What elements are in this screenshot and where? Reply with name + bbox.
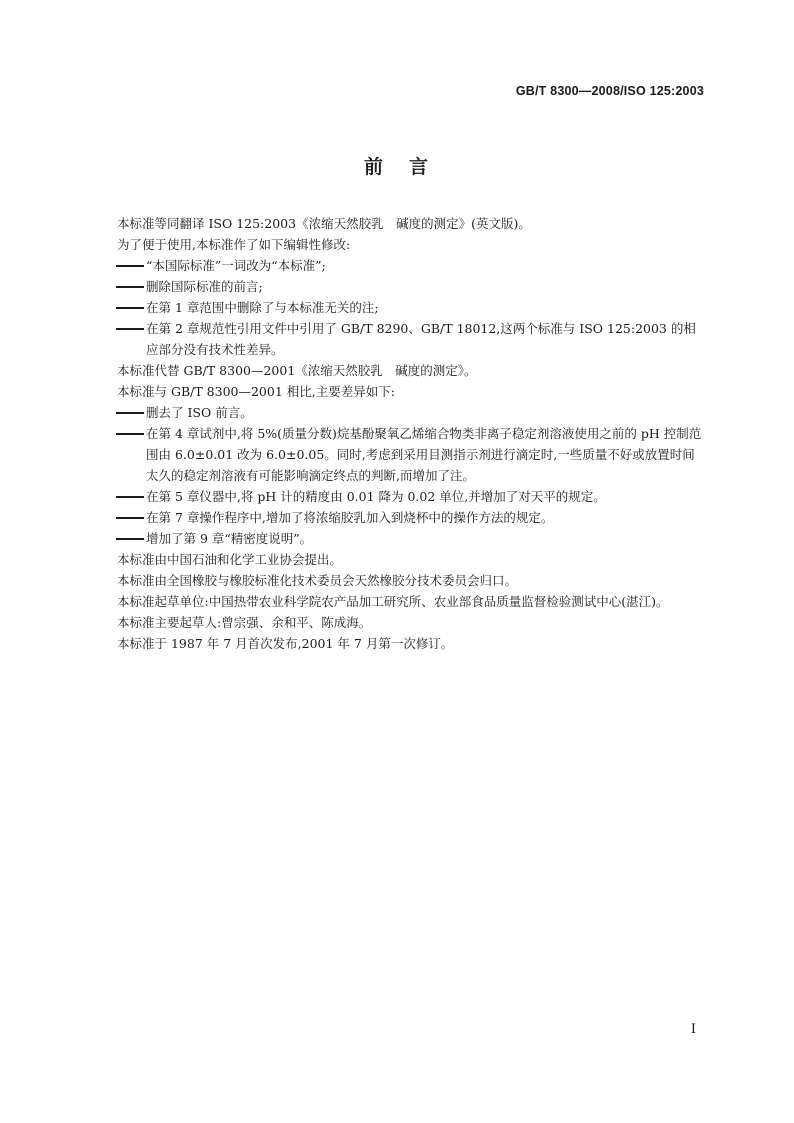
list-item: 在第 7 章操作程序中,增加了将浓缩胶乳加入到烧杯中的操作方法的规定。 [90, 507, 706, 528]
page-title: 前言 [363, 156, 454, 178]
list-item: 在第 5 章仪器中,将 pH 计的精度由 0.01 降为 0.02 单位,并增加了对天平的规定。 [90, 486, 706, 507]
page-number: I [690, 1022, 696, 1037]
list-item: 在第 1 章范围中删除了与本标准无关的注; [90, 297, 706, 318]
dash-marker [116, 433, 144, 435]
paragraph-proposer: 本标准由中国石油和化学工业协会提出。 [117, 552, 343, 567]
foreword-body [90, 213, 706, 654]
standard-code-header: GB/T 8300—2008/ISO 125:2003 [515, 84, 704, 98]
list-item: 在第 2 章规范性引用文件中引用了 GB/T 8290、GB/T 18012,这两个标准与 ISO 125:2003 的相应部分没有技术性差异。 [90, 318, 706, 360]
paragraph-drafting-unit: 本标准起草单位:中国热带农业科学院农产品加工研究所、农业部食品质量监督检验测试中心(湛江)。 [117, 594, 669, 609]
paragraph-translation: 本标准等同翻译 ISO 125:2003《浓缩天然胶乳 碱度的测定》(英文版)。 [117, 216, 531, 231]
dash-marker [116, 517, 144, 519]
list-item: 删除国际标准的前言; [90, 276, 706, 297]
paragraph-history: 本标准于 1987 年 7 月首次发布,2001 年 7 月第一次修订。 [117, 636, 454, 651]
paragraph-edit-intro: 为了便于使用,本标准作了如下编辑性修改: [117, 237, 351, 252]
list-item: 删去了 ISO 前言。 [90, 402, 706, 423]
dash-marker [116, 307, 144, 309]
list-item: 在第 4 章试剂中,将 5%(质量分数)烷基酚聚氧乙烯缩合物类非离子稳定剂溶液使用之前的 pH 控制范围由 6.0±0.01 改为 6.0±0.05。同时,考虑到采用目测指示剂进行滴定时,一些质量不好或放置时间太久的稳定剂溶液有可能影响滴定终点的判断,而增加了注。 [90, 423, 706, 486]
dash-marker [116, 328, 144, 330]
paragraph-drafters: 本标准主要起草人:曾宗强、余和平、陈成海。 [117, 615, 372, 630]
dash-marker [116, 286, 144, 288]
paragraph-replaces: 本标准代替 GB/T 8300—2001《浓缩天然胶乳 碱度的测定》。 [117, 363, 477, 378]
dash-marker [116, 496, 144, 498]
list-item: 增加了第 9 章“精密度说明”。 [90, 528, 706, 549]
paragraph-committee: 本标准由全国橡胶与橡胶标准化技术委员会天然橡胶分技术委员会归口。 [117, 573, 518, 588]
dash-marker [116, 538, 144, 540]
paragraph-differences-intro: 本标准与 GB/T 8300—2001 相比,主要差异如下: [117, 384, 395, 399]
dash-marker [116, 412, 144, 414]
list-item: “本国际标准”一词改为“本标准”; [90, 255, 706, 276]
dash-marker [116, 265, 144, 267]
